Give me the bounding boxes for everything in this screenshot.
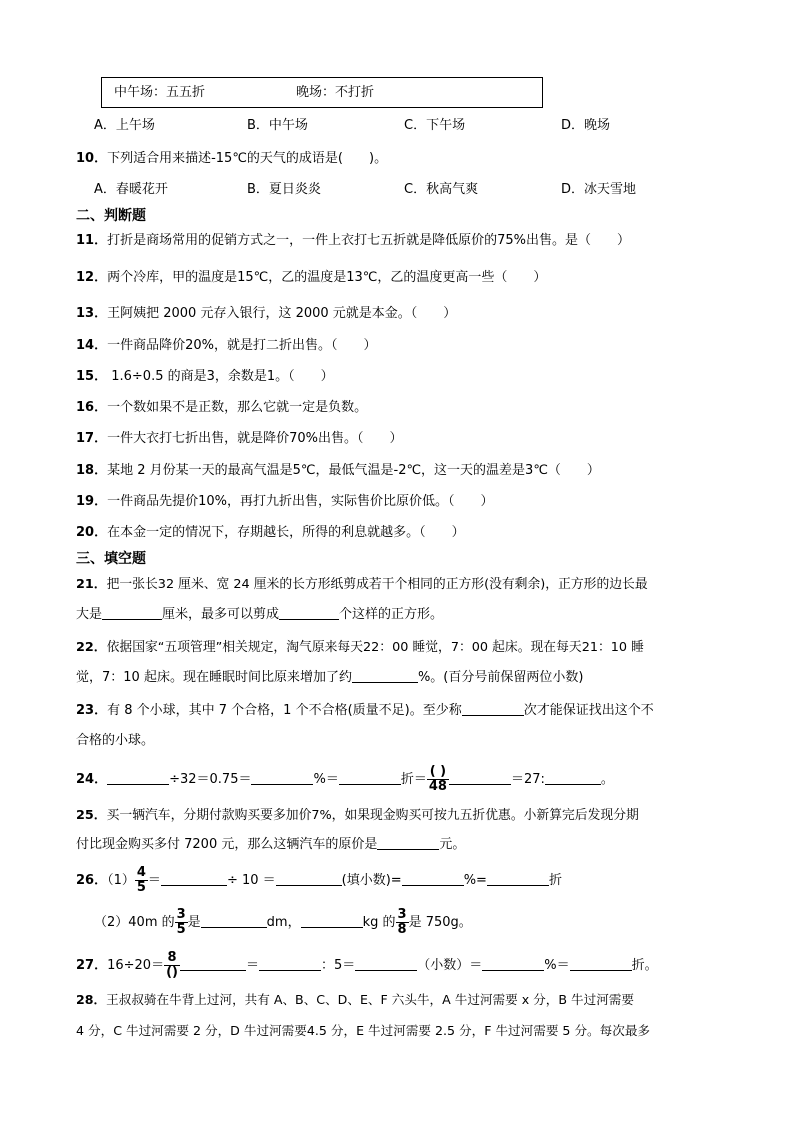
text: ÷32＝0.75＝ <box>169 772 252 787</box>
q10-option-b[interactable]: B．夏日炎炎 <box>247 182 321 197</box>
question-text: 某地 2 月份某一天的最高气温是5℃，最低气温是-2℃，这一天的温差是3℃（ ） <box>107 463 600 478</box>
answer-blank[interactable] <box>301 913 363 928</box>
answer-blank[interactable] <box>339 770 401 785</box>
question-28-line-1 <box>76 990 634 1010</box>
question-18 <box>76 461 600 481</box>
answer-blank[interactable] <box>462 701 524 716</box>
question-number: 26． <box>76 873 108 888</box>
q10-option-c[interactable]: C．秋高气爽 <box>404 182 479 197</box>
numerator: 3 <box>176 907 186 922</box>
answer-blank[interactable] <box>102 605 162 620</box>
question-15 <box>76 367 334 387</box>
answer-blank[interactable] <box>482 956 544 971</box>
answer-blank[interactable] <box>352 668 418 683</box>
question-number: 15． <box>76 369 108 384</box>
answer-blank[interactable] <box>545 770 601 785</box>
question-13 <box>76 304 456 324</box>
question-text: 买一辆汽车，分期付款购买要多加价7%，如果现金购买可按九五折优惠。小新算完后发现分期 <box>106 808 639 823</box>
question-text: 一个数如果不是正数，那么它就一定是负数。 <box>107 400 368 415</box>
answer-blank[interactable] <box>276 871 342 886</box>
text: 元。 <box>439 837 466 852</box>
question-21-line-1 <box>76 575 648 595</box>
question-25-line-1 <box>76 806 639 826</box>
text: (填小数)= <box>341 873 402 888</box>
numerator: 3 <box>397 907 407 922</box>
text: 厘米，最多可以剪成 <box>162 607 280 622</box>
answer-blank[interactable] <box>251 770 313 785</box>
box-right-text: 晚场：不打折 <box>296 85 375 100</box>
question-text: 在本金一定的情况下，存期越长，所得的利息就越多。（ ） <box>107 525 465 540</box>
text: %＝ <box>313 772 339 787</box>
question-number: 14． <box>76 338 108 353</box>
denominator: 5 <box>176 922 186 937</box>
q9-option-c[interactable]: C．下午场 <box>404 118 466 133</box>
question-number: 18． <box>76 463 108 478</box>
text: 16÷20＝ <box>107 958 165 973</box>
question-number: 23． <box>76 703 108 718</box>
question-number: 11． <box>76 233 108 248</box>
question-21-line-2 <box>76 605 443 625</box>
question-text: 1.6÷0.5 的商是3，余数是1。（ ） <box>107 369 334 384</box>
question-text: 一件商品先提价10%，再打九折出售，实际售价比原价低。（ ） <box>107 494 494 509</box>
question-text: 下列适合用来描述-15℃的天气的成语是( )。 <box>107 151 388 166</box>
text: 。 <box>600 772 614 787</box>
question-25-line-2 <box>76 835 465 855</box>
text: 折。 <box>631 958 658 973</box>
text: 大是 <box>76 607 103 622</box>
question-24 <box>76 765 614 794</box>
question-23-line-2: 合格的小球。 <box>76 733 155 748</box>
numerator: ( ) <box>427 765 449 780</box>
text: 付比现金购买多付 7200 元，那么这辆汽车的原价是 <box>76 837 378 852</box>
numerator: 8 <box>164 951 180 966</box>
question-26-part-1 <box>76 866 562 896</box>
question-number: 12． <box>76 270 108 285</box>
text: dm， <box>266 915 301 930</box>
question-28-line-2: 4 分，C 牛过河需要 2 分，D 牛过河需要4.5 分，E 牛过河需要 2.5 分，F 牛过河需要 5 分。每次最多 <box>76 1023 651 1038</box>
question-10 <box>76 149 387 169</box>
text: （2）40m 的 <box>94 915 175 930</box>
text: %= <box>463 873 487 888</box>
text: %。(百分号前保留两位小数) <box>417 670 584 685</box>
text: ＝27: <box>510 772 545 787</box>
section-heading-fill: 三、填空题 <box>76 551 146 567</box>
question-number: 16． <box>76 400 108 415</box>
q10-option-d[interactable]: D．冰天雪地 <box>561 182 637 197</box>
question-22-line-1 <box>76 638 644 658</box>
question-text: 依据国家“五项管理”相关规定，淘气原来每天22：00 睡觉，7：00 起床。现在每天21：10 睡 <box>106 640 644 655</box>
denominator: 48 <box>428 779 447 794</box>
answer-blank[interactable] <box>201 913 267 928</box>
fraction <box>135 866 148 895</box>
question-text: 王叔叔骑在牛背上过河，共有 A、B、C、D、E、F 六头牛，A 牛过河需要 x 分，B 牛过河需要 <box>106 992 634 1007</box>
question-16 <box>76 398 367 418</box>
denominator: 8 <box>397 922 407 937</box>
text: 折＝ <box>400 772 427 787</box>
denominator: () <box>166 965 178 980</box>
text: 个这样的正方形。 <box>339 607 444 622</box>
text: 折 <box>548 873 562 888</box>
fraction <box>175 908 188 937</box>
denominator: 5 <box>136 880 146 895</box>
question-text: 有 8 个小球，其中 7 个合格，1 个不合格(质量不足)。至少称 <box>107 703 462 718</box>
question-20 <box>76 523 465 543</box>
text: ÷ 10 ＝ <box>226 873 276 888</box>
question-number: 13． <box>76 306 108 321</box>
question-number: 21． <box>76 577 107 592</box>
question-11 <box>76 231 630 251</box>
q9-option-a[interactable]: A．上午场 <box>94 118 155 133</box>
box-left-text: 中午场：五五折 <box>114 85 206 100</box>
question-number: 25． <box>76 808 107 823</box>
fraction <box>427 765 449 794</box>
answer-blank[interactable] <box>161 871 227 886</box>
question-12 <box>76 268 546 288</box>
text: %＝ <box>544 958 570 973</box>
answer-blank[interactable] <box>449 770 511 785</box>
question-number: 24． <box>76 772 108 787</box>
answer-blank[interactable] <box>279 605 339 620</box>
question-number: 19． <box>76 494 108 509</box>
answer-blank[interactable] <box>377 835 439 850</box>
question-22-line-2 <box>76 668 583 688</box>
question-17 <box>76 429 403 449</box>
answer-blank[interactable] <box>107 770 169 785</box>
text: 是 <box>187 915 201 930</box>
question-number: 10． <box>76 151 108 166</box>
text: ：5＝ <box>320 958 356 973</box>
question-number: 22． <box>76 640 107 655</box>
answer-blank[interactable] <box>259 956 321 971</box>
fraction <box>164 951 180 980</box>
answer-blank[interactable] <box>402 871 464 886</box>
text: ＝ <box>245 958 259 973</box>
question-14 <box>76 336 377 356</box>
discount-info-box <box>101 77 543 108</box>
q9-option-b[interactable]: B．中午场 <box>247 118 308 133</box>
question-text: 王阿姨把 2000 元存入银行，这 2000 元就是本金。（ ） <box>107 306 457 321</box>
question-text: 把一张长32 厘米、宽 24 厘米的长方形纸剪成若干个相同的正方形(没有剩余)，正方形的边长最 <box>106 577 648 592</box>
q9-option-d[interactable]: D．晚场 <box>561 118 611 133</box>
text: ＝ <box>147 873 161 888</box>
question-text: 一件商品降价20%，就是打二折出售。（ ） <box>107 338 377 353</box>
answer-blank[interactable] <box>487 871 549 886</box>
text: 是 750g。 <box>408 915 472 930</box>
question-19 <box>76 492 494 512</box>
question-23-line-1 <box>76 701 654 721</box>
q10-option-a[interactable]: A．春暖花开 <box>94 182 168 197</box>
text: （1） <box>107 873 135 888</box>
answer-blank[interactable] <box>570 956 632 971</box>
text: 次才能保证找出这个不 <box>523 703 654 718</box>
fraction <box>396 908 409 937</box>
text: （小数）＝ <box>417 958 483 973</box>
question-text: 一件大衣打七折出售，就是降价70%出售。（ ） <box>107 431 403 446</box>
question-number: 28． <box>76 992 107 1007</box>
question-text: 打折是商场常用的促销方式之一，一件上衣打七五折就是降低原价的75%出售。是（ ） <box>107 233 630 248</box>
answer-blank[interactable] <box>180 956 246 971</box>
question-number: 20． <box>76 525 108 540</box>
question-text: 两个冷库，甲的温度是15℃，乙的温度是13℃，乙的温度更高一些（ ） <box>107 270 547 285</box>
answer-blank[interactable] <box>355 956 417 971</box>
question-number: 17． <box>76 431 108 446</box>
question-26-part-2 <box>94 908 472 938</box>
text: kg 的 <box>362 915 396 930</box>
numerator: 4 <box>136 865 146 880</box>
question-number: 27． <box>76 958 108 973</box>
question-27 <box>76 951 658 981</box>
text: 觉，7：10 起床。现在睡眠时间比原来增加了约 <box>76 670 352 685</box>
section-heading-judge: 二、判断题 <box>76 208 146 224</box>
